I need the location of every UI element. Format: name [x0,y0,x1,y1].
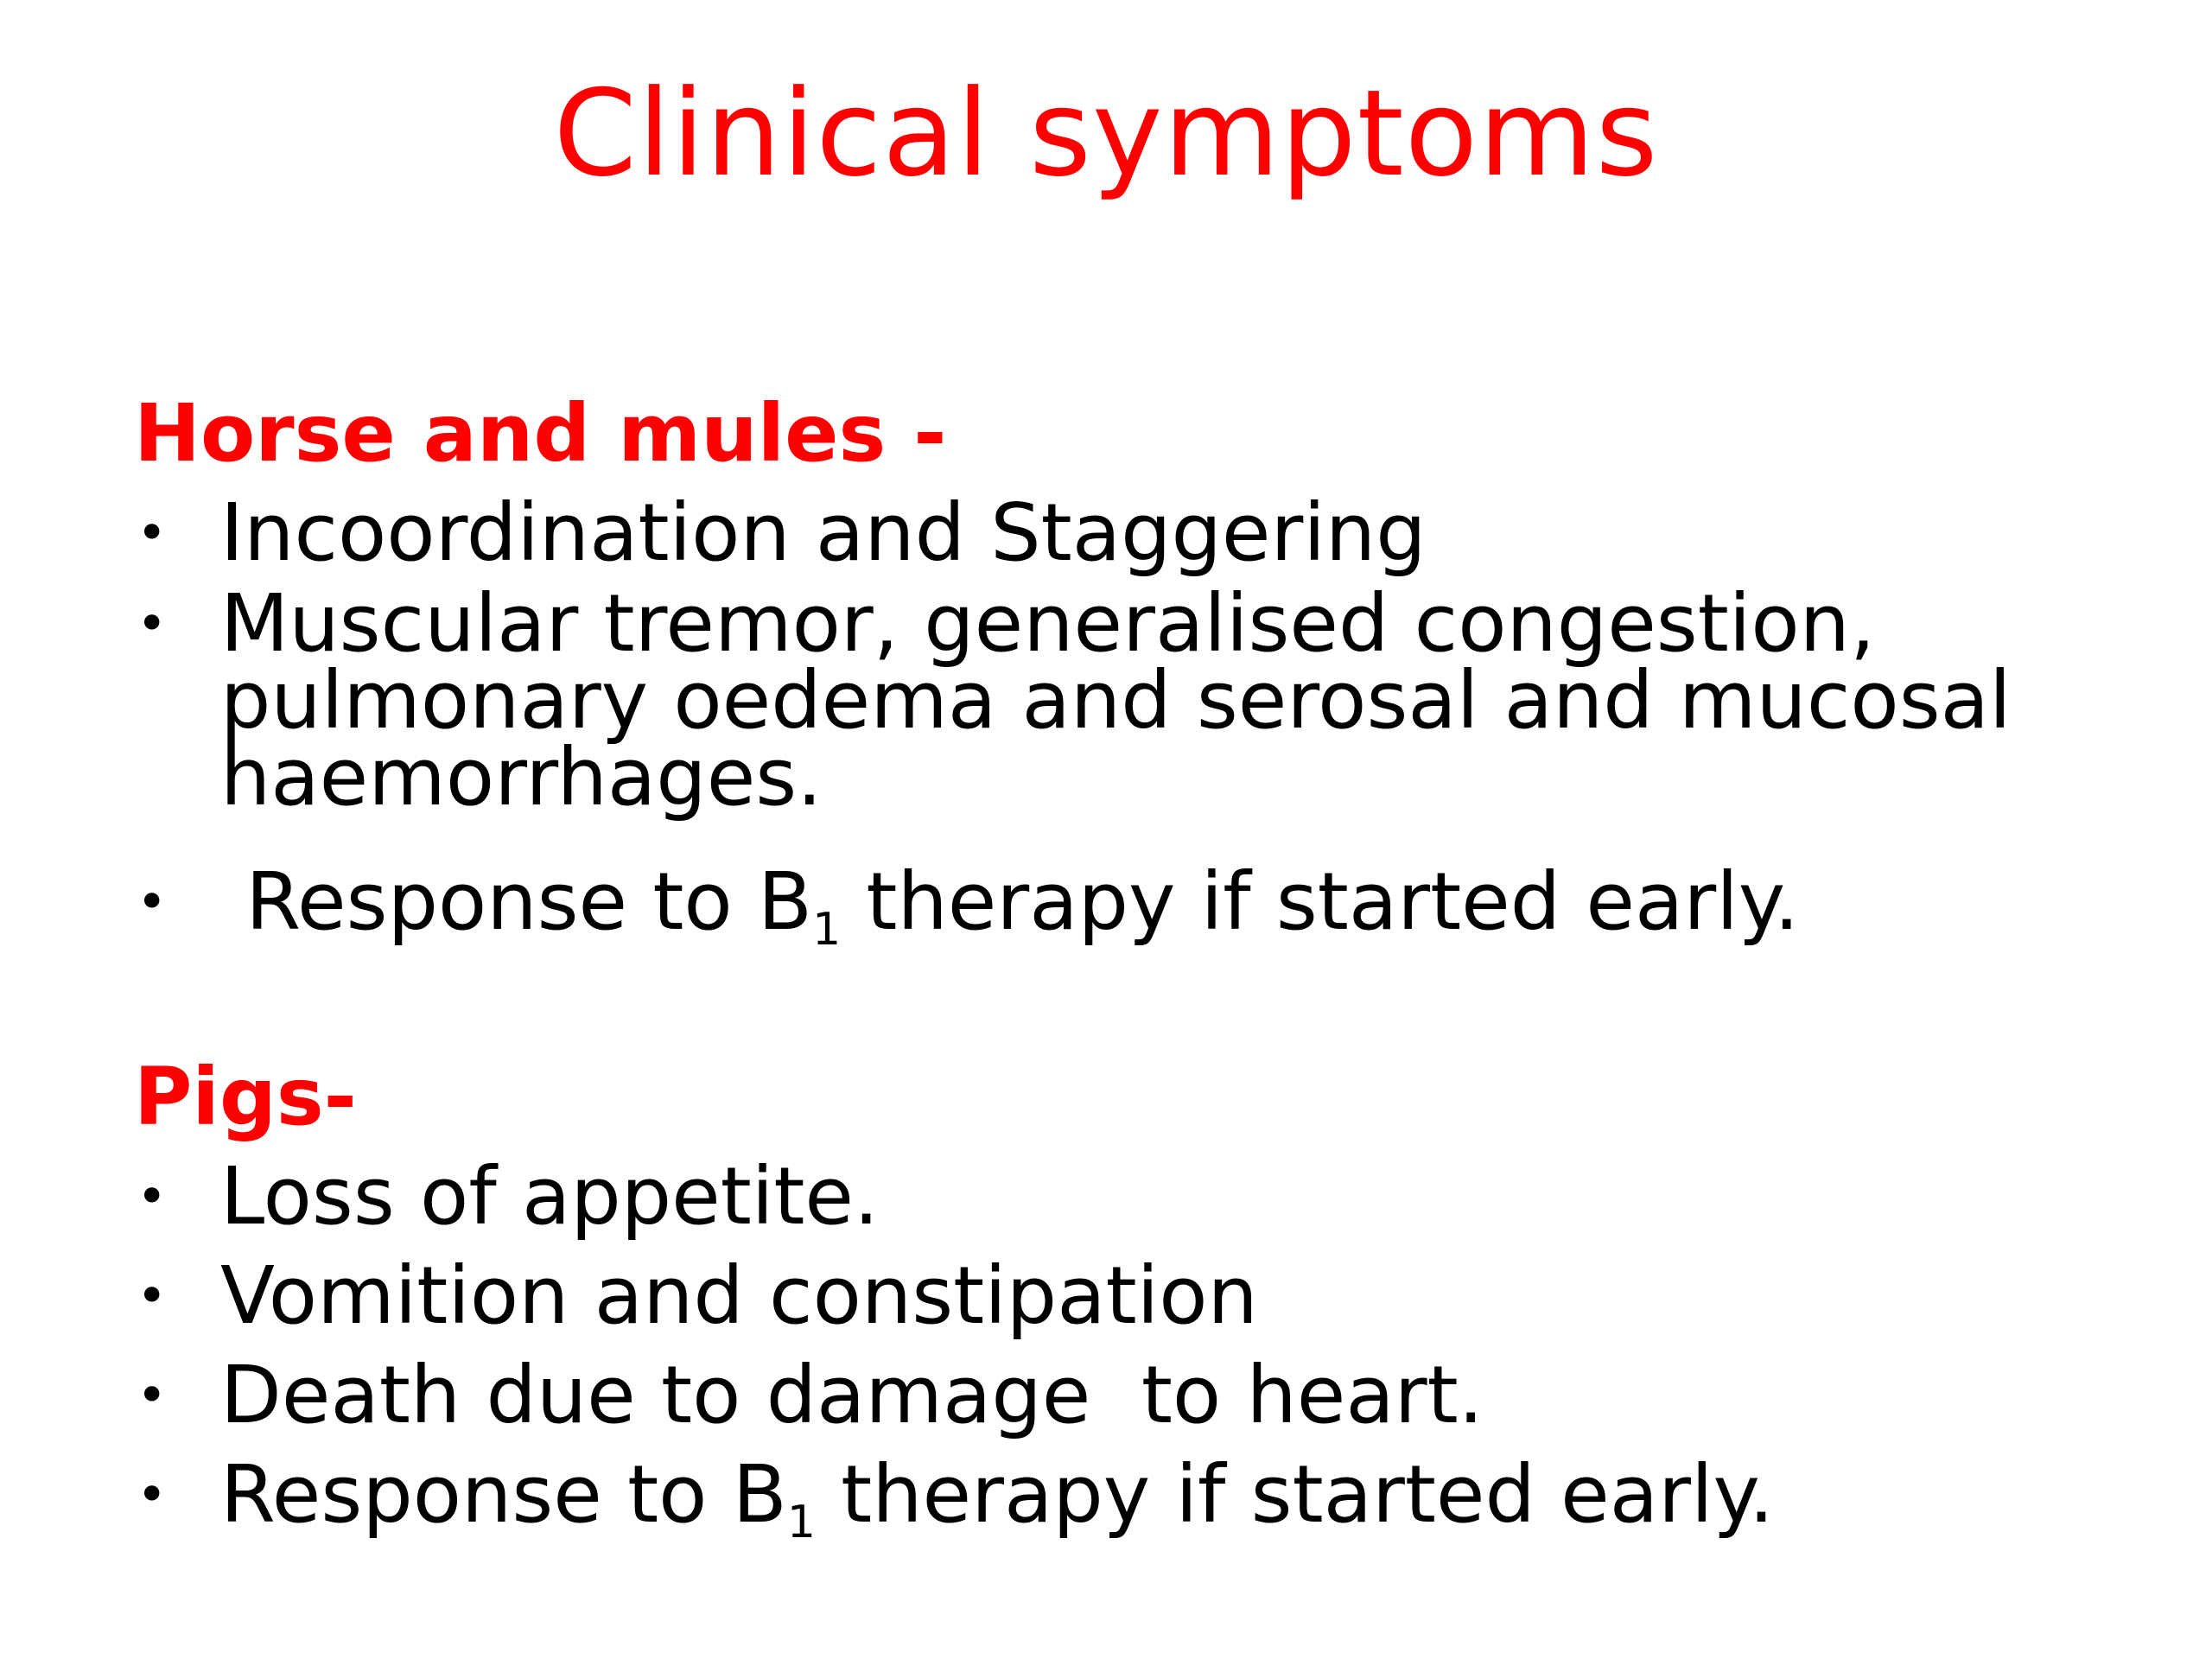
subscript: 1 [812,904,842,957]
list-item [0,1448,1775,1554]
list-item [0,1249,1774,1355]
bullet-icon: • [137,1166,168,1227]
text-post: therapy if started early. [815,1448,1775,1541]
bullet-icon: • [137,1266,168,1326]
list-item-text: Loss of appetite. [220,1150,880,1243]
list-item [0,1349,1774,1454]
list-item-text [220,1448,1775,1549]
text-pre: Response to B [220,855,813,948]
list-item-text-line: pulmonary oedema and serosal and mucosal [220,654,2012,747]
bullet-icon: • [137,872,168,932]
bullet-list-pigs [0,1150,1775,1554]
text-post: therapy if started early. [841,855,1800,948]
section-heading-horse-mules: Horse and mules - [134,387,947,480]
list-item [0,855,2012,965]
bullet-icon: • [137,503,168,563]
list-item [0,486,2012,583]
subscript: 1 [786,1497,816,1549]
bullet-icon: • [137,1365,168,1426]
section-heading-pigs: Pigs- [134,1051,357,1143]
bullet-icon: • [137,594,168,654]
bullet-icon: • [137,1465,168,1525]
bullet-list-horse-mules [0,486,2012,965]
list-item [0,577,2012,861]
text-pre: Response to B [220,1448,787,1541]
list-item-text [220,855,2012,957]
list-item-text: Incoordination and Staggering [220,486,1427,579]
list-item-text: Death due to damage to heart. [220,1349,1484,1441]
list-item-text: Vomition and constipation [220,1249,1258,1342]
list-item-text-line: haemorrhages. [220,731,823,823]
list-item-text-line: Muscular tremor, generalised congestion, [220,577,1876,670]
list-item [0,1150,1774,1255]
slide-title: Clinical symptoms [553,64,1659,203]
